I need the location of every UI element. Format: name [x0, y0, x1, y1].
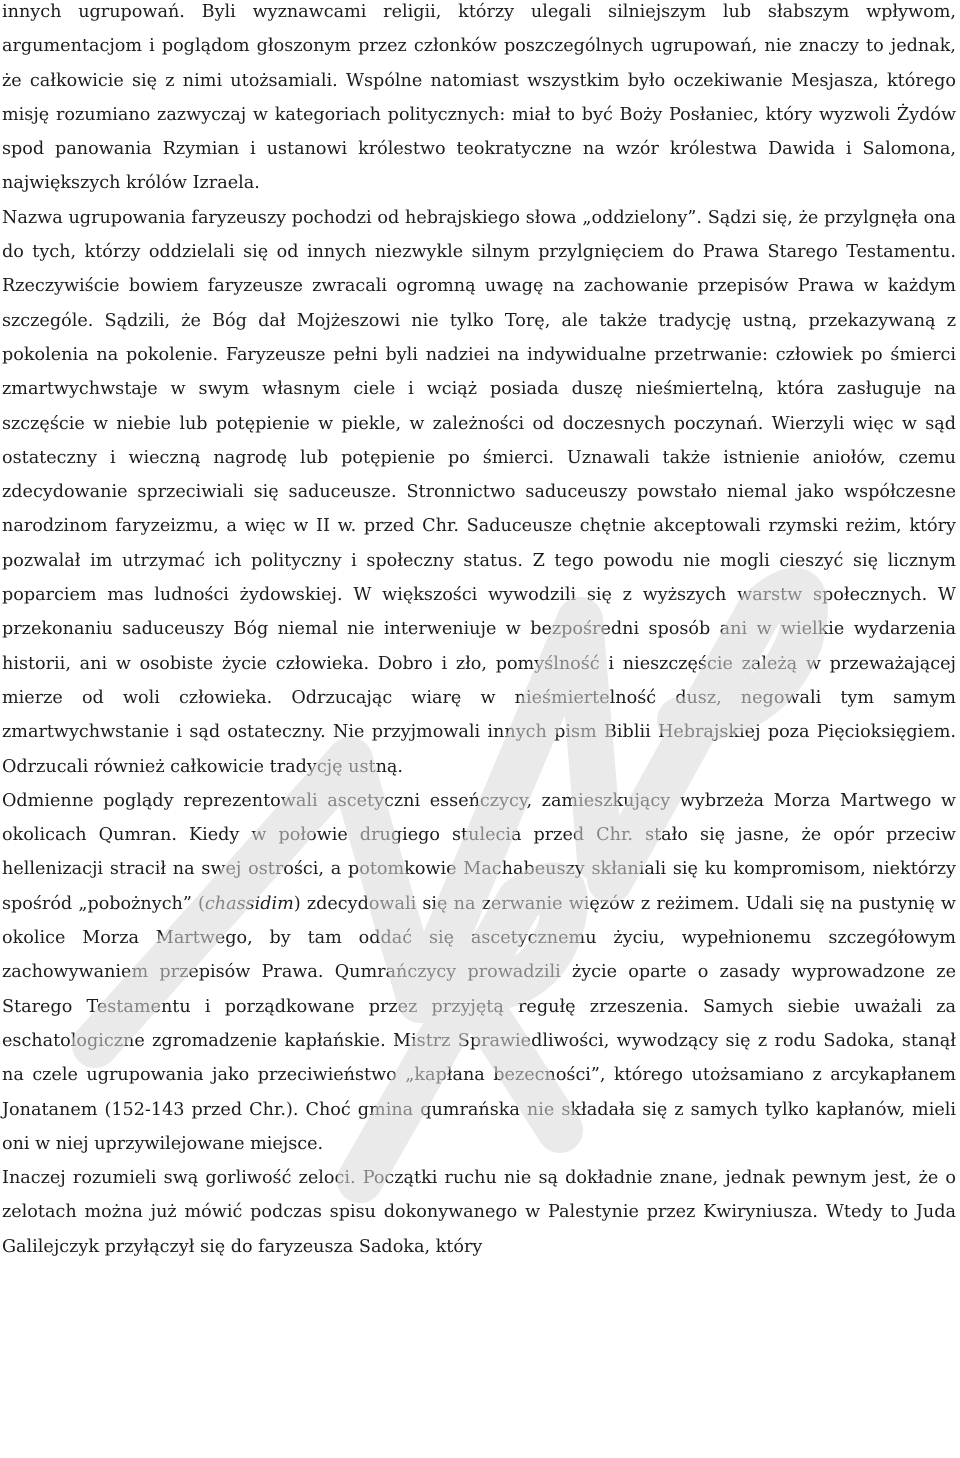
text-segment: Nazwa ugrupowania faryzeuszy pochodzi od hebrajskiego słowa „oddzielony”. Sądzi się, że przylgnęła ona do tych, którzy oddzielali się od innych niezwykle silnym przylgnięciem do Prawa Starego Testamentu. Rzeczywiście bowiem faryzeusze zwracali ogromną uwagę na zachowanie przepisów Prawa w każdym szczególe. Sądzili, że Bóg dał Mojżeszowi nie tylko Torę, ale także tradycję ustną, przekazywaną z pokolenia na pokolenie. Faryzeusze pełni byli nadziei na indywidualne przetrwanie: człowiek po śmierci zmartwychwstaje w swym własnym ciele i wciąż posiada duszę nieśmiertelną, która zasługuje na szczęście w niebie lub potępienie w piekle, w zależności od doczesnych poczynań. Wierzyli więc w sąd ostateczny i wieczną nagrodę lub potępienie po śmierci. Uznawali także istnienie aniołów, czemu zdecydowanie sprzeciwiali się saduceusze. Stronnictwo saduceuszy powstało niemal jako współczesne narodzinom faryzeizmu, a więc w II w. przed Chr. Saduceusze chętnie akceptowali rzymski reżim, który pozwalał im utrzymać ich polityczny i społeczny status. Z tego powodu nie mogli cieszyć się licznym poparciem mas ludności żydowskiej. W większości wywodzili się z wyższych warstw społecznych. W przekonaniu saduceuszy Bóg niemal nie interweniuje w bezpośredni sposób ani w wielkie wydarzenia historii, ani w osobiste życie człowieka. Dobro i zło, pomyślność i nieszczęście zależą w przeważającej mierze od woli człowieka. Odrzucając wiarę w nieśmiertelność dusz, negowali tym samym zmartwychwstanie i sąd ostateczny. Nie przyjmowali innych pism Biblii Hebrajskiej poza Pięcioksięgiem. Odrzucali również całkowicie tradycję ustną.: [2, 207, 956, 777]
document-body: [2, 0, 956, 1264]
paragraph: [2, 201, 956, 784]
italic-term: chassidim: [204, 893, 294, 914]
paragraph: [2, 0, 956, 201]
text-segment: innych ugrupowań. Byli wyznawcami religii, którzy ulegali silniejszym lub słabszym wpływom, argumentacjom i poglądom głoszonym przez członków poszczególnych ugrupowań, nie znaczy to jednak, że całkowicie się z nimi utożsamiali. Wspólne natomiast wszystkim było oczekiwanie Mesjasza, którego misję rozumiano zazwyczaj w kategoriach politycznych: miał to być Boży Posłaniec, który wyzwoli Żydów spod panowania Rzymian i ustanowi królestwo teokratyczne na wzór królestwa Dawida i Salomona, największych królów Izraela.: [2, 2, 956, 194]
text-segment: Odmienne poglądy reprezentowali ascetyczni esseńczycy, zamieszkujący wybrzeża Morza Martwego w okolicach Qumran. Kiedy w połowie drugiego stulecia przed Chr. stało się jasne, że opór przeciw hellenizacji stracił na swej ostrości, a potomkowie Machabeuszy skłaniali się ku kompromisom, niektórzy spośród „pobożnych” (: [2, 790, 956, 914]
text-segment: Inaczej rozumieli swą gorliwość zeloci. Początki ruchu nie są dokładnie znane, jednak pewnym jest, że o zelotach można już mówić podczas spisu dokonywanego w Palestynie przez Kwiryniusza. Wtedy to Juda Galilejczyk przyłączył się do faryzeusza Sadoka, który: [2, 1168, 956, 1257]
paragraph: [2, 1161, 956, 1264]
paragraph: [2, 784, 956, 1161]
text-segment: ) zdecydowali się na zerwanie więzów z reżimem. Udali się na pustynię w okolice Morza Martwego, by tam oddać się ascetycznemu życiu, wypełnionemu szczegółowym zachowywaniem przepisów Prawa. Qumrańczycy prowadzili życie oparte o zasady wyprowadzone ze Starego Testamentu i porządkowane przez przyjętą regułę zrzeszenia. Samych siebie uważali za eschatologiczne zgromadzenie kapłańskie. Mistrz Sprawiedliwości, wywodzący się z rodu Sadoka, stanął na czele ugrupowania jako przeciwieństwo „kapłana bezecności”, którego utożsamiano z arcykapłanem Jonatanem (152-143 przed Chr.). Choć gmina qumrańska nie składała się z samych tylko kapłanów, mieli oni w niej uprzywilejowane miejsce.: [2, 893, 956, 1154]
